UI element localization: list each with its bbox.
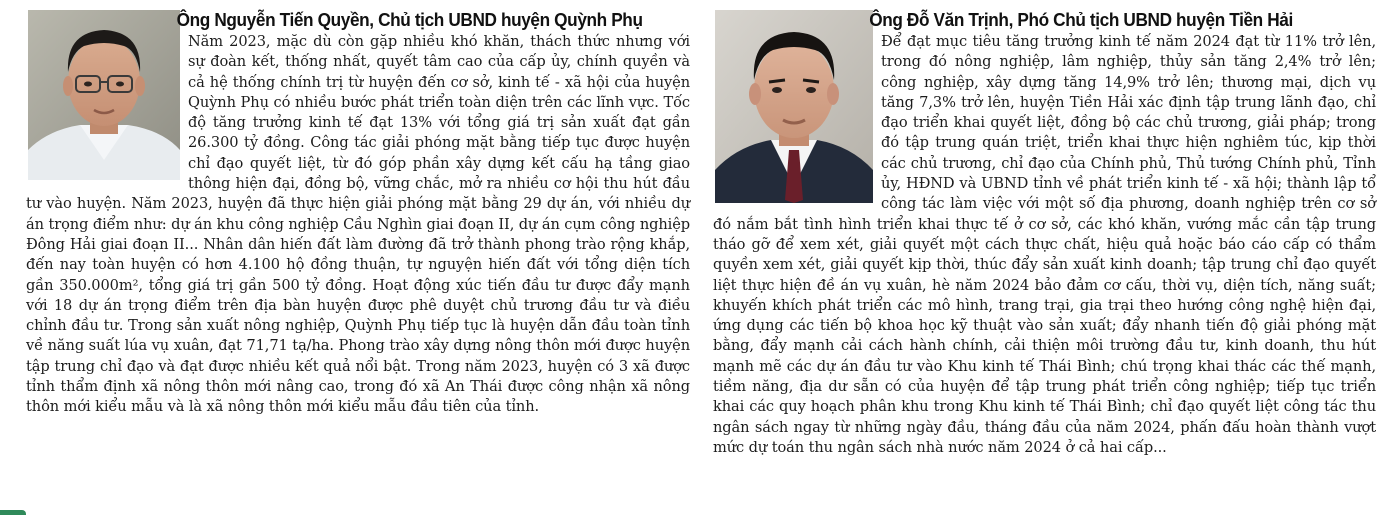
article-heading: Ông Nguyễn Tiến Quyền, Chủ tịch UBND huyện Quỳnh Phụ bbox=[176, 9, 643, 30]
article-tien-hai bbox=[713, 8, 1376, 458]
portrait-man-glasses-image bbox=[28, 10, 180, 180]
article-body: Năm 2023, mặc dù còn gặp nhiều khó khăn, thách thức nhưng với sự đoàn kết, thống nhất, quyết tâm cao của cấp ủy, chính quyền và cả hệ thống chính trị từ huyện đến cơ sở, kinh tế - xã hội của huyện Quỳnh Phụ có nhiều bước phát triển toàn diện trên các lĩnh vực. Tốc độ tăng trưởng kinh tế đạt 13% với tổng giá trị sản xuất đạt gần 26.300 tỷ đồng. Công tác giải phóng mặt bằng tiếp tục được huyện chỉ đạo quyết liệt, từ đó góp phần xây dựng kết cấu hạ tầng giao thông hiện đại, đồng bộ, vững chắc, mở ra nhiều cơ hội thu hút đầu tư vào huyện. Năm 2023, huyện đã thực hiện giải phóng mặt bằng 29 dự án, với nhiều dự án trọng điểm như: dự án khu công nghiệp Cầu Nghìn giai đoạn II, dự án cụm công nghiệp Đông Hải giai đoạn II... Nhân dân hiến đất làm đường đã trở thành phong trào rộng khắp, đến nay toàn huyện có hơn 4.100 hộ đồng thuận, tự nguyện hiến đất với tổng diện tích gần 350.000m², tổng giá trị gần 500 tỷ đồng. Hoạt động xúc tiến đầu tư được đẩy mạnh với 18 dự án trọng điểm trên địa bàn huyện được phê duyệt chủ trương đầu tư và điều chỉnh đầu tư. Trong sản xuất nông nghiệp, Quỳnh Phụ tiếp tục là huyện dẫn đầu toàn tỉnh về năng suất lúa vụ xuân, đạt 71,71 tạ/ha. Phong trào xây dựng nông thôn mới được huyện tập trung chỉ đạo và đạt được nhiều kết quả nổi bật. Trong năm 2023, huyện có 3 xã được tỉnh thẩm định xã nông thôn mới nâng cao, trong đó xã An Thái được công nhận xã nông thôn mới kiểu mẫu và là xã nông thôn mới kiểu mẫu đầu tiên của tỉnh. bbox=[26, 33, 690, 416]
decorative-corner-accent bbox=[0, 510, 26, 515]
article-quynh-phu bbox=[26, 8, 690, 418]
portrait-nguyen-tien-quyen bbox=[28, 10, 180, 180]
article-heading: Ông Đỗ Văn Trịnh, Phó Chủ tịch UBND huyện Tiền Hải bbox=[869, 9, 1293, 30]
portrait-man-suit-image bbox=[715, 10, 873, 203]
article-body: Để đạt mục tiêu tăng trưởng kinh tế năm 2024 đạt từ 11% trở lên, trong đó nông nghiệp, lâm nghiệp, thủy sản tăng 2,4% trở lên; công nghiệp, xây dựng tăng 14,9% trở lên; thương mại, dịch vụ tăng 7,3% trở lên, huyện Tiền Hải xác định tập trung lãnh đạo, chỉ đạo triển khai quyết liệt, đồng bộ các chủ trương, giải pháp; trong đó tập trung quán triệt, triển khai thực hiện nghiêm túc, kịp thời các chủ trương, chỉ đạo của Chính phủ, Thủ tướng Chính phủ, Tỉnh ủy, HĐND và UBND tỉnh về phát triển kinh tế - xã hội; thành lập tổ công tác làm việc với một số địa phương, doanh nghiệp trên cơ sở đó nắm bắt tình hình triển khai thực tế ở cơ sở, các khó khăn, vướng mắc cần tập trung tháo gỡ để xem xét, giải quyết một cách thực chất, hiệu quả hoặc báo cáo cấp có thẩm quyền xem xét, giải quyết kịp thời, thúc đẩy sản xuất kinh doanh; tập trung chỉ đạo quyết liệt thực hiện đề án vụ xuân, hè năm 2024 bảo đảm cơ cấu, thời vụ, diện tích, năng suất; khuyến khích phát triển các mô hình, trang trại, gia trại theo hướng công nghệ hiện đại, ứng dụng các tiến bộ khoa học kỹ thuật vào sản xuất; đẩy nhanh tiến độ giải phóng mặt bằng, đẩy mạnh cải cách hành chính, cải thiện môi trường đầu tư, kinh doanh, thu hút mạnh mẽ các dự án đầu tư vào Khu kinh tế Thái Bình; chú trọng khai thác các thế mạnh, tiềm năng, địa dư sẵn có của huyện để tập trung phát triển công nghiệp; tiếp tục triển khai các quy hoạch phân khu trong Khu kinh tế Thái Bình; chỉ đạo quyết liệt công tác thu ngân sách ngay từ những ngày đầu, tháng đầu của năm 2024, phấn đấu hoàn thành vượt mức dự toán thu ngân sách nhà nước năm 2024 ở cả hai cấp... bbox=[713, 33, 1376, 456]
portrait-do-van-trinh bbox=[715, 10, 873, 203]
